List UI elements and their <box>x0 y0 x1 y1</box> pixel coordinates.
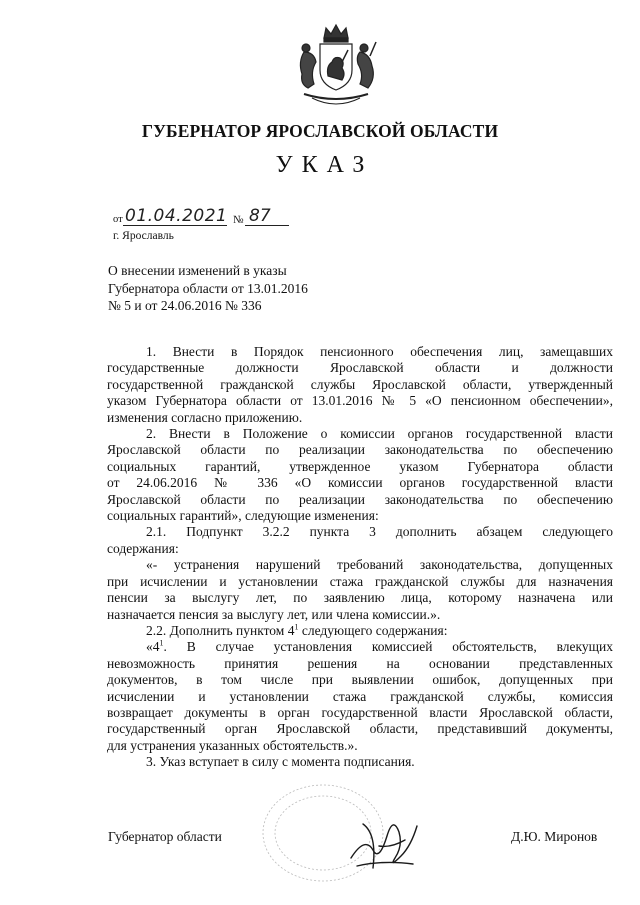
body-line: документов, в том числе при выявлении ошибок, допущенных при <box>107 672 613 688</box>
subject-line: О внесении изменений в указы <box>108 263 287 278</box>
signatory-name: Д.Ю. Миронов <box>511 829 598 844</box>
decree-subject <box>108 262 308 315</box>
body-text: «4 <box>146 639 160 655</box>
body-text: 2.2. Дополнить пунктом 4 <box>146 622 295 638</box>
body-line: назначается пенсия за выслугу лет, или члена комиссии.». <box>107 606 441 622</box>
body-line: Ярославской области по реализации законодательства по обеспечению <box>107 491 613 507</box>
body-line: государственной гражданской службы Ярославской области, утвержденный <box>107 376 613 392</box>
yaroslavl-coat-of-arms-icon <box>290 22 382 112</box>
decree-body <box>107 344 613 771</box>
superscript: 1 <box>294 622 299 632</box>
body-line: изменения согласно приложению. <box>107 409 303 425</box>
number-prefix: № <box>233 214 244 226</box>
body-line: 1. Внести в Порядок пенсионного обеспечения лиц, замещавших <box>146 344 613 359</box>
body-line: пенсии за выслугу лет, по заявлению лица, которому назначена или <box>107 590 613 606</box>
body-line: от 24.06.2016 № 336 «О комиссии органов государственной власти <box>107 475 613 491</box>
body-line: возвращает документы в орган государственной власти Ярославской области, <box>107 704 613 720</box>
document-type-title: УКАЗ <box>275 152 374 178</box>
body-line: невозможность принятия решения на основании представленных <box>107 655 613 671</box>
body-text: . В случае установления комиссией обстоятельств, влекущих <box>163 639 613 655</box>
subject-line: № 5 и от 24.06.2016 № 336 <box>108 298 262 313</box>
body-line: государственный орган Ярославской области, представивший документы, <box>107 721 613 737</box>
signatory-position: Губернатор области <box>108 829 222 844</box>
body-line: исчислении и установлении стажа гражданской службы, комиссия <box>107 688 613 704</box>
body-line: социальных гарантий», следующие изменения: <box>107 508 379 524</box>
superscript: 1 <box>159 638 164 648</box>
subject-line: Губернатора области от 13.01.2016 <box>108 280 308 296</box>
body-line: при исчислении и установлении стажа гражданской службы для назначения <box>107 573 613 589</box>
body-line: для устранения указанных обстоятельств.». <box>107 737 358 753</box>
issuing-authority-title: ГУБЕРНАТОР ЯРОСЛАВСКОЙ ОБЛАСТИ <box>141 121 499 141</box>
body-line: 2.1. Подпункт 3.2.2 пункта 3 дополнить абзацем следующего <box>146 524 613 540</box>
body-line: 3. Указ вступает в силу с момента подписания. <box>146 754 415 770</box>
city-label: г. Ярославль <box>113 230 174 242</box>
number-underline <box>245 225 289 226</box>
decree-date: 01.04.2021 <box>125 206 228 226</box>
body-line: Ярославской области по реализации законодательства по обеспечению <box>107 442 613 458</box>
body-line: социальных гарантий, утвержденное указом Губернатора области <box>107 458 613 474</box>
body-line: государственные должности Ярославской области и должности <box>107 360 613 376</box>
body-line-2-2 <box>107 623 613 639</box>
body-line: содержания: <box>107 540 179 556</box>
handwritten-signature-icon <box>343 806 423 876</box>
body-line: «- устранения нарушений требований законодательства, допущенных <box>146 557 613 573</box>
date-underline <box>123 225 227 226</box>
date-prefix: от <box>113 214 123 225</box>
body-text: следующего содержания: <box>298 622 448 638</box>
body-line-4-1 <box>107 639 613 655</box>
body-line: указом Губернатора области от 13.01.2016 № 5 «О пенсионном обеспечении», <box>107 393 613 409</box>
decree-number: 87 <box>249 206 271 226</box>
body-line: 2. Внести в Положение о комиссии органов государственной власти <box>146 426 613 442</box>
